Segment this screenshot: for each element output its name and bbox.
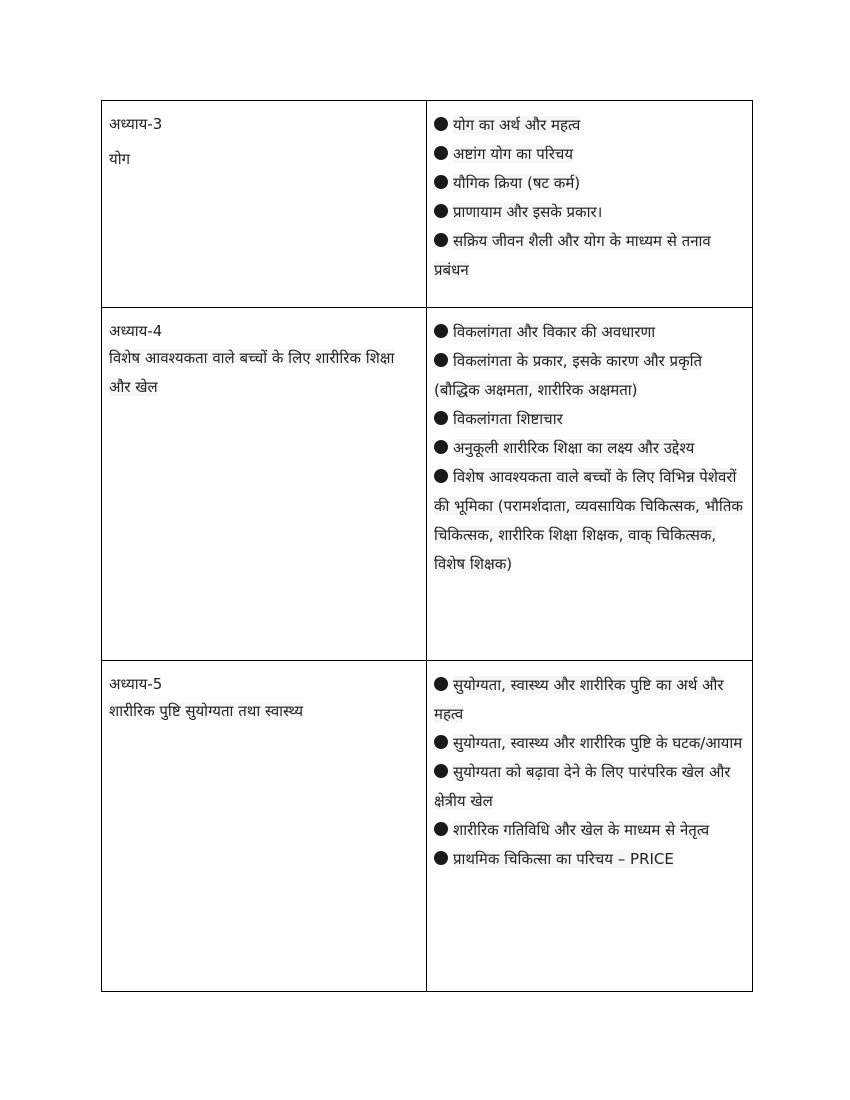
topic-item: अष्टांग योग का परिचय [434,140,746,169]
bullet-icon [434,353,448,367]
topic-list [434,318,746,579]
bullet-icon [434,324,448,338]
bullet-icon [434,822,448,836]
chapter-cell-3 [102,101,427,308]
topic-list [434,671,746,874]
topic-item: प्राथमिक चिकित्सा का परिचय – PRICE [434,845,746,874]
topic-item: यौगिक क्रिया (षट कर्म) [434,169,746,198]
syllabus-table [101,100,753,992]
topic-item: सक्रिय जीवन शैली और योग के माध्यम से तनाव प्रबंधन [434,232,711,279]
topic-item: योग का अर्थ और महत्व [434,111,746,140]
bullet-icon [434,764,448,778]
topic-list [434,111,746,285]
chapter-label: अध्याय-4 [109,322,163,340]
chapter-label: अध्याय-3 [109,115,163,133]
topic-item: प्राणायाम और इसके प्रकार। [434,198,746,227]
bullet-icon [434,175,448,189]
chapter-cell-4 [102,308,427,661]
bullet-icon [434,851,448,865]
topics-cell-4 [427,308,753,661]
bullet-icon [434,677,448,691]
topic-item: सुयोग्यता को बढ़ावा देने के लिए पारंपरिक खेल और क्षेत्रीय खेल [434,763,731,810]
bullet-icon [434,233,448,247]
topic-item: शारीरिक गतिविधि और खेल के माध्यम से नेतृत्व [434,816,746,845]
chapter-label: अध्याय-5 [109,675,163,693]
topic-item: अनुकूली शारीरिक शिक्षा का लक्ष्य और उद्देश्य [434,434,746,463]
topics-cell-5 [427,661,753,992]
bullet-icon [434,469,448,483]
chapter-row-5 [102,661,753,992]
topic-item: सुयोग्यता, स्वास्थ्य और शारीरिक पुष्टि के घटक/आयाम [434,729,746,758]
bullet-icon [434,117,448,131]
topic-item: विकलांगता शिष्टाचार [434,405,746,434]
topic-item: सुयोग्यता, स्वास्थ्य और शारीरिक पुष्टि का अर्थ और महत्व [434,676,724,723]
topic-item: विशेष आवश्यकता वाले बच्चों के लिए विभिन्न पेशेवरों की भूमिका (परामर्शदाता, व्यवसायिक चिकित्सक, भौतिक चिकित्सक, शारीरिक शिक्षा शिक्षक, वाक् चिकित्सक, विशेष शिक्षक) [434,468,743,573]
topic-item: विकलांगता के प्रकार, इसके कारण और प्रकृति (बौद्धिक अक्षमता, शारीरिक अक्षमता) [434,352,703,399]
chapter-cell-5 [102,661,427,992]
bullet-icon [434,146,448,160]
chapter-row-3 [102,101,753,308]
chapter-row-4 [102,308,753,661]
topics-cell-3 [427,101,753,308]
bullet-icon [434,204,448,218]
chapter-title: विशेष आवश्यकता वाले बच्चों के लिए शारीरिक शिक्षा और खेल [109,349,395,396]
topic-item: विकलांगता और विकार की अवधारणा [434,318,746,347]
chapter-title: योग [109,150,131,168]
bullet-icon [434,411,448,425]
chapter-title: शारीरिक पुष्टि सुयोग्यता तथा स्वास्थ्य [109,702,304,720]
bullet-icon [434,440,448,454]
bullet-icon [434,735,448,749]
